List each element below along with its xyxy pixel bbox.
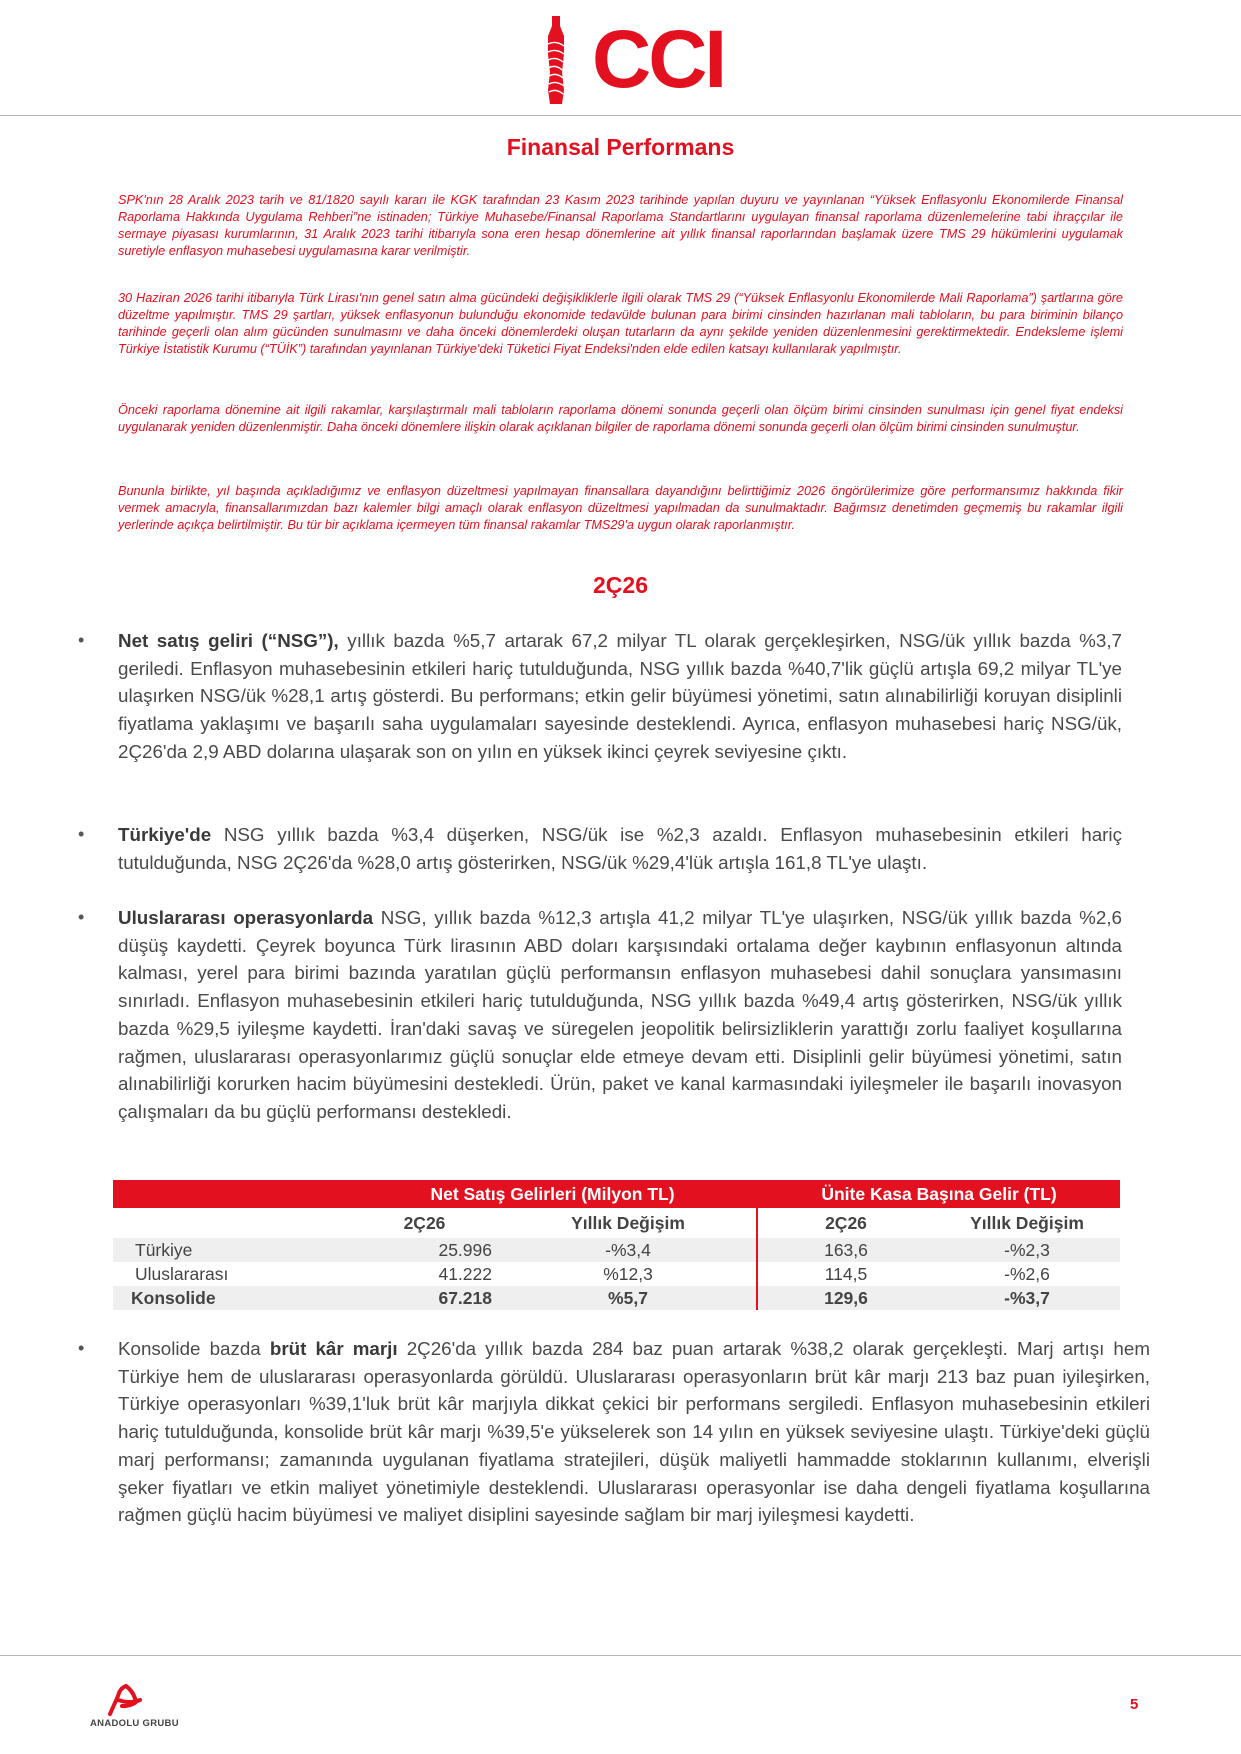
col-header-change: Yıllık Değişim: [970, 1212, 1084, 1233]
group-header-uk: Ünite Kasa Başına Gelir (TL): [757, 1180, 1120, 1208]
footer-divider: [0, 1655, 1241, 1656]
paragraph-pre: Konsolide bazda: [118, 1338, 270, 1359]
paragraph-lead: brüt kâr marjı: [269, 1338, 398, 1359]
cell-uk-change: -%2,3: [934, 1238, 1120, 1262]
row-label: Türkiye: [113, 1238, 349, 1262]
disclaimer-paragraph: 30 Haziran 2026 tarihi itibarıyla Türk Lirası'nın genel satın alma gücündeki değişikliklerle ilgili olarak TMS 29 (“Yüksek Enflasyonlu Ekonomilerde Mali Raporlama”) şartlarına göre düzeltme yapılmıştır. TMS 29 şartları, yüksek enflasyonun bulunduğu ekonomide tedavülde bulunan para birimi cinsinden hazırlanan mali tabloların, bu para biriminin bilanço tarihinde geçerli olan alım gücünden sunulmasını ve daha önceki dönemlerdeki oluşan tutarların da aynı şekilde yeniden düzenlenmesini gerektirmektedir. Endeksleme işlemi Türkiye İstatistik Kurumu (“TÜİK”) tarafından yayınlanan Türkiye'deki Tüketici Fiyat Endeksi'nden elde edilen katsayı kullanılarak yapılmıştır.: [118, 291, 1123, 356]
body-paragraph: [118, 904, 1122, 1126]
cell-nsg: 25.996: [349, 1238, 500, 1262]
col-header-period: 2Ç26: [825, 1212, 867, 1233]
cell-uk: 163,6: [757, 1238, 934, 1262]
bullet-icon: •: [78, 907, 85, 927]
body-paragraph: [118, 821, 1122, 876]
cell-nsg-change: %12,3: [500, 1262, 757, 1286]
disclaimer-paragraph: SPK'nın 28 Aralık 2023 tarih ve 81/1820 sayılı kararı ile KGK tarafından 23 Kasım 2023 tarihinde yapılan duyuru ve yayınlanan “Yüksek Enflasyonlu Ekonomilerde Finansal Raporlama Hakkında Uygulama Rehberi”ne istinaden; Türkiye Muhasebe/Finansal Raporlama Standartlarını uygulayan finansal raporlama düzenlemelerine tabi ihraççılar ile sermaye piyasası kurumlarının, 31 Aralık 2023 tarihi itibarıyla sona eren hesap dönemlerine ait yıllık finansal raporlarından başlamak üzere TMS 29 hükümlerini uygulamak suretiyle enflasyon muhasebesi uygulamasına karar verilmiştir.: [118, 193, 1123, 258]
body-paragraph: [118, 1335, 1150, 1529]
paragraph-text: yıllık bazda %5,7 artarak 67,2 milyar TL olarak gerçekleşirken, NSG/ük yıllık bazda %3,7 geriledi. Enflasyon muhasebesinin etkileri hariç tutulduğunda, NSG yıllık bazda %40,7'lik güçlü artışla 69,2 milyar TL'ye ulaşırken NSG/ük %28,1 artış gösterdi. Bu performans; etkin gelir büyümesi yönetimi, satın alınabilirliği koruyan disiplinli fiyatlama yaklaşımı ve başarılı saha uygulamaları sayesinde desteklendi. Ayrıca, enflasyon muhasebesi hariç NSG/ük, 2Ç26'da 2,9 ABD dolarına ulaşarak son on yılın en yüksek ikinci çeyrek seviyesine çıktı.: [118, 630, 1122, 762]
group-name: ANADOLU GRUBU: [90, 1718, 179, 1729]
cell-uk: 129,6: [757, 1286, 934, 1310]
disclaimer-paragraph: Önceki raporlama dönemine ait ilgili rakamlar, karşılaştırmalı mali tabloların raporlama dönemi sonunda geçerli olan ölçüm birimi cinsinden sunulması için genel fiyat endeksi uygulanarak yeniden düzenlenmiştir. Daha önceki dönemlere ilişkin olarak açıklanan bilgiler de raporlama dönemi sonunda geçerli olan ölçüm birimi cinsinden sunulmuştur.: [118, 403, 1123, 434]
table-row: [113, 1238, 1120, 1262]
page-number: 5: [1130, 1696, 1139, 1713]
paragraph-lead: Türkiye'de: [118, 824, 212, 845]
row-label: Konsolide: [113, 1286, 349, 1310]
col-header-period: 2Ç26: [403, 1212, 446, 1233]
sales-table: [113, 1180, 1120, 1310]
paragraph-text: NSG, yıllık bazda %12,3 artışla 41,2 milyar TL'ye ulaşırken, NSG/ük yıllık bazda %2,6 düşüş kaydetti. Çeyrek boyunca Türk lirasının ABD doları karşısındaki ortalama değer kaybının enflasyonun altında kalması, yerel para birimi bazında yaratılan güçlü performansın enflasyon muhasebesi dahil sonuçlara yansımasını sınırladı. Enflasyon muhasebesinin etkileri hariç tutulduğunda, NSG yıllık bazda %49,4 artış gösterirken, NSG/ük yıllık bazda %29,5 iyileşme kaydetti. İran'daki savaş ve süregelen jeopolitik belirsizliklerin yarattığı zorlu faaliyet koşullarına rağmen, uluslararası operasyonlarımız güçlü sonuçlar elde etmeye devam etti. Disiplinli gelir büyümesi yönetimi, satın alınabilirliği korurken hacim büyümesini destekledi. Ürün, paket ve kanal karmasındaki iyileşmeler ile başarılı inovasyon çalışmaları da bu güçlü performansı destekledi.: [118, 907, 1122, 1122]
page-title: Finansal Performans: [506, 134, 735, 160]
header-divider: [0, 115, 1241, 116]
cell-uk: 114,5: [824, 1263, 868, 1284]
table-column-header: [113, 1208, 1120, 1238]
col-header-change: Yıllık Değişim: [500, 1208, 757, 1238]
row-label: Uluslararası: [135, 1263, 229, 1284]
section-title: 2Ç26: [593, 572, 648, 598]
disclaimer-paragraph: Bununla birlikte, yıl başında açıkladığımız ve enflasyon düzeltmesi yapılmayan finansallara dayandığını belirttiğimiz 2026 öngörülerimize göre performansımız hakkında fikir vermek amacıyla, finansallarımızdan bazı kalemler bilgi amaçlı olarak enflasyon düzeltmesi yapılmadan da sunulmaktadır. Bağımsız denetimden geçmemiş bu rakamlar ilgili yerlerinde açıkça belirtilmiştir. Bu tür bir açıklama içermeyen tüm finansal rakamlar TMS29'a uygun olarak raporlanmıştır.: [118, 484, 1123, 532]
cell-nsg-change: %5,7: [500, 1286, 757, 1310]
table-row: [113, 1262, 1120, 1286]
body-paragraph: [118, 627, 1122, 766]
cell-nsg-change: -%3,4: [500, 1238, 757, 1262]
paragraph-lead: Net satış geliri (“NSG”),: [118, 630, 339, 651]
cci-logo-text: CCI: [592, 14, 725, 105]
paragraph-lead: Uluslararası operasyonlarda: [118, 907, 374, 928]
bullet-icon: •: [78, 824, 85, 844]
table-group-header: [113, 1180, 1120, 1208]
paragraph-text: NSG yıllık bazda %3,4 düşerken, NSG/ük ise %2,3 azaldı. Enflasyon muhasebesinin etkileri hariç tutulduğunda, NSG 2Ç26'da %28,0 artış gösterirken, NSG/ük %29,4'lük artışla 161,8 TL'ye ulaştı.: [118, 824, 1122, 873]
group-header-nsg: Net Satış Gelirleri (Milyon TL): [349, 1180, 757, 1208]
cell-nsg: 67.218: [349, 1286, 500, 1310]
cell-uk-change: -%3,7: [934, 1286, 1120, 1310]
bullet-icon: •: [78, 1338, 85, 1358]
paragraph-text: 2Ç26'da yıllık bazda 284 baz puan artarak %38,2 olarak gerçekleşti. Marj artışı hem Türkiye hem de uluslararası operasyonlarda görüldü. Uluslararası operasyonların brüt kâr marjı 213 baz puan iyileşirken, Türkiye operasyonları %39,1'luk brüt kâr marjıyla dikkat çekici bir performans sergiledi. Enflasyon muhasebesinin etkileri hariç tutulduğunda, konsolide brüt kâr marjı %39,5'e yükselerek son 14 yılın en yüksek seviyesine ulaştı. Türkiye'deki güçlü marj performansı; zamanında uygulanan fiyatlama stratejileri, düşük maliyetli hammadde stoklarının kullanımı, elverişli şeker fiyatları ve etkin maliyet yönetimiyle desteklendi. Uluslararası operasyonlar ise daha dengeli fiyatlama koşullarına rağmen güçlü hacim büyümesi ve maliyet disiplini sayesinde sağlam bir marj iyileşmesi kaydetti.: [118, 1338, 1150, 1526]
bullet-icon: •: [78, 630, 85, 650]
table-row: [113, 1286, 1120, 1310]
cell-nsg: 41.222: [438, 1263, 492, 1284]
cell-uk-change: -%2,6: [1004, 1263, 1050, 1284]
